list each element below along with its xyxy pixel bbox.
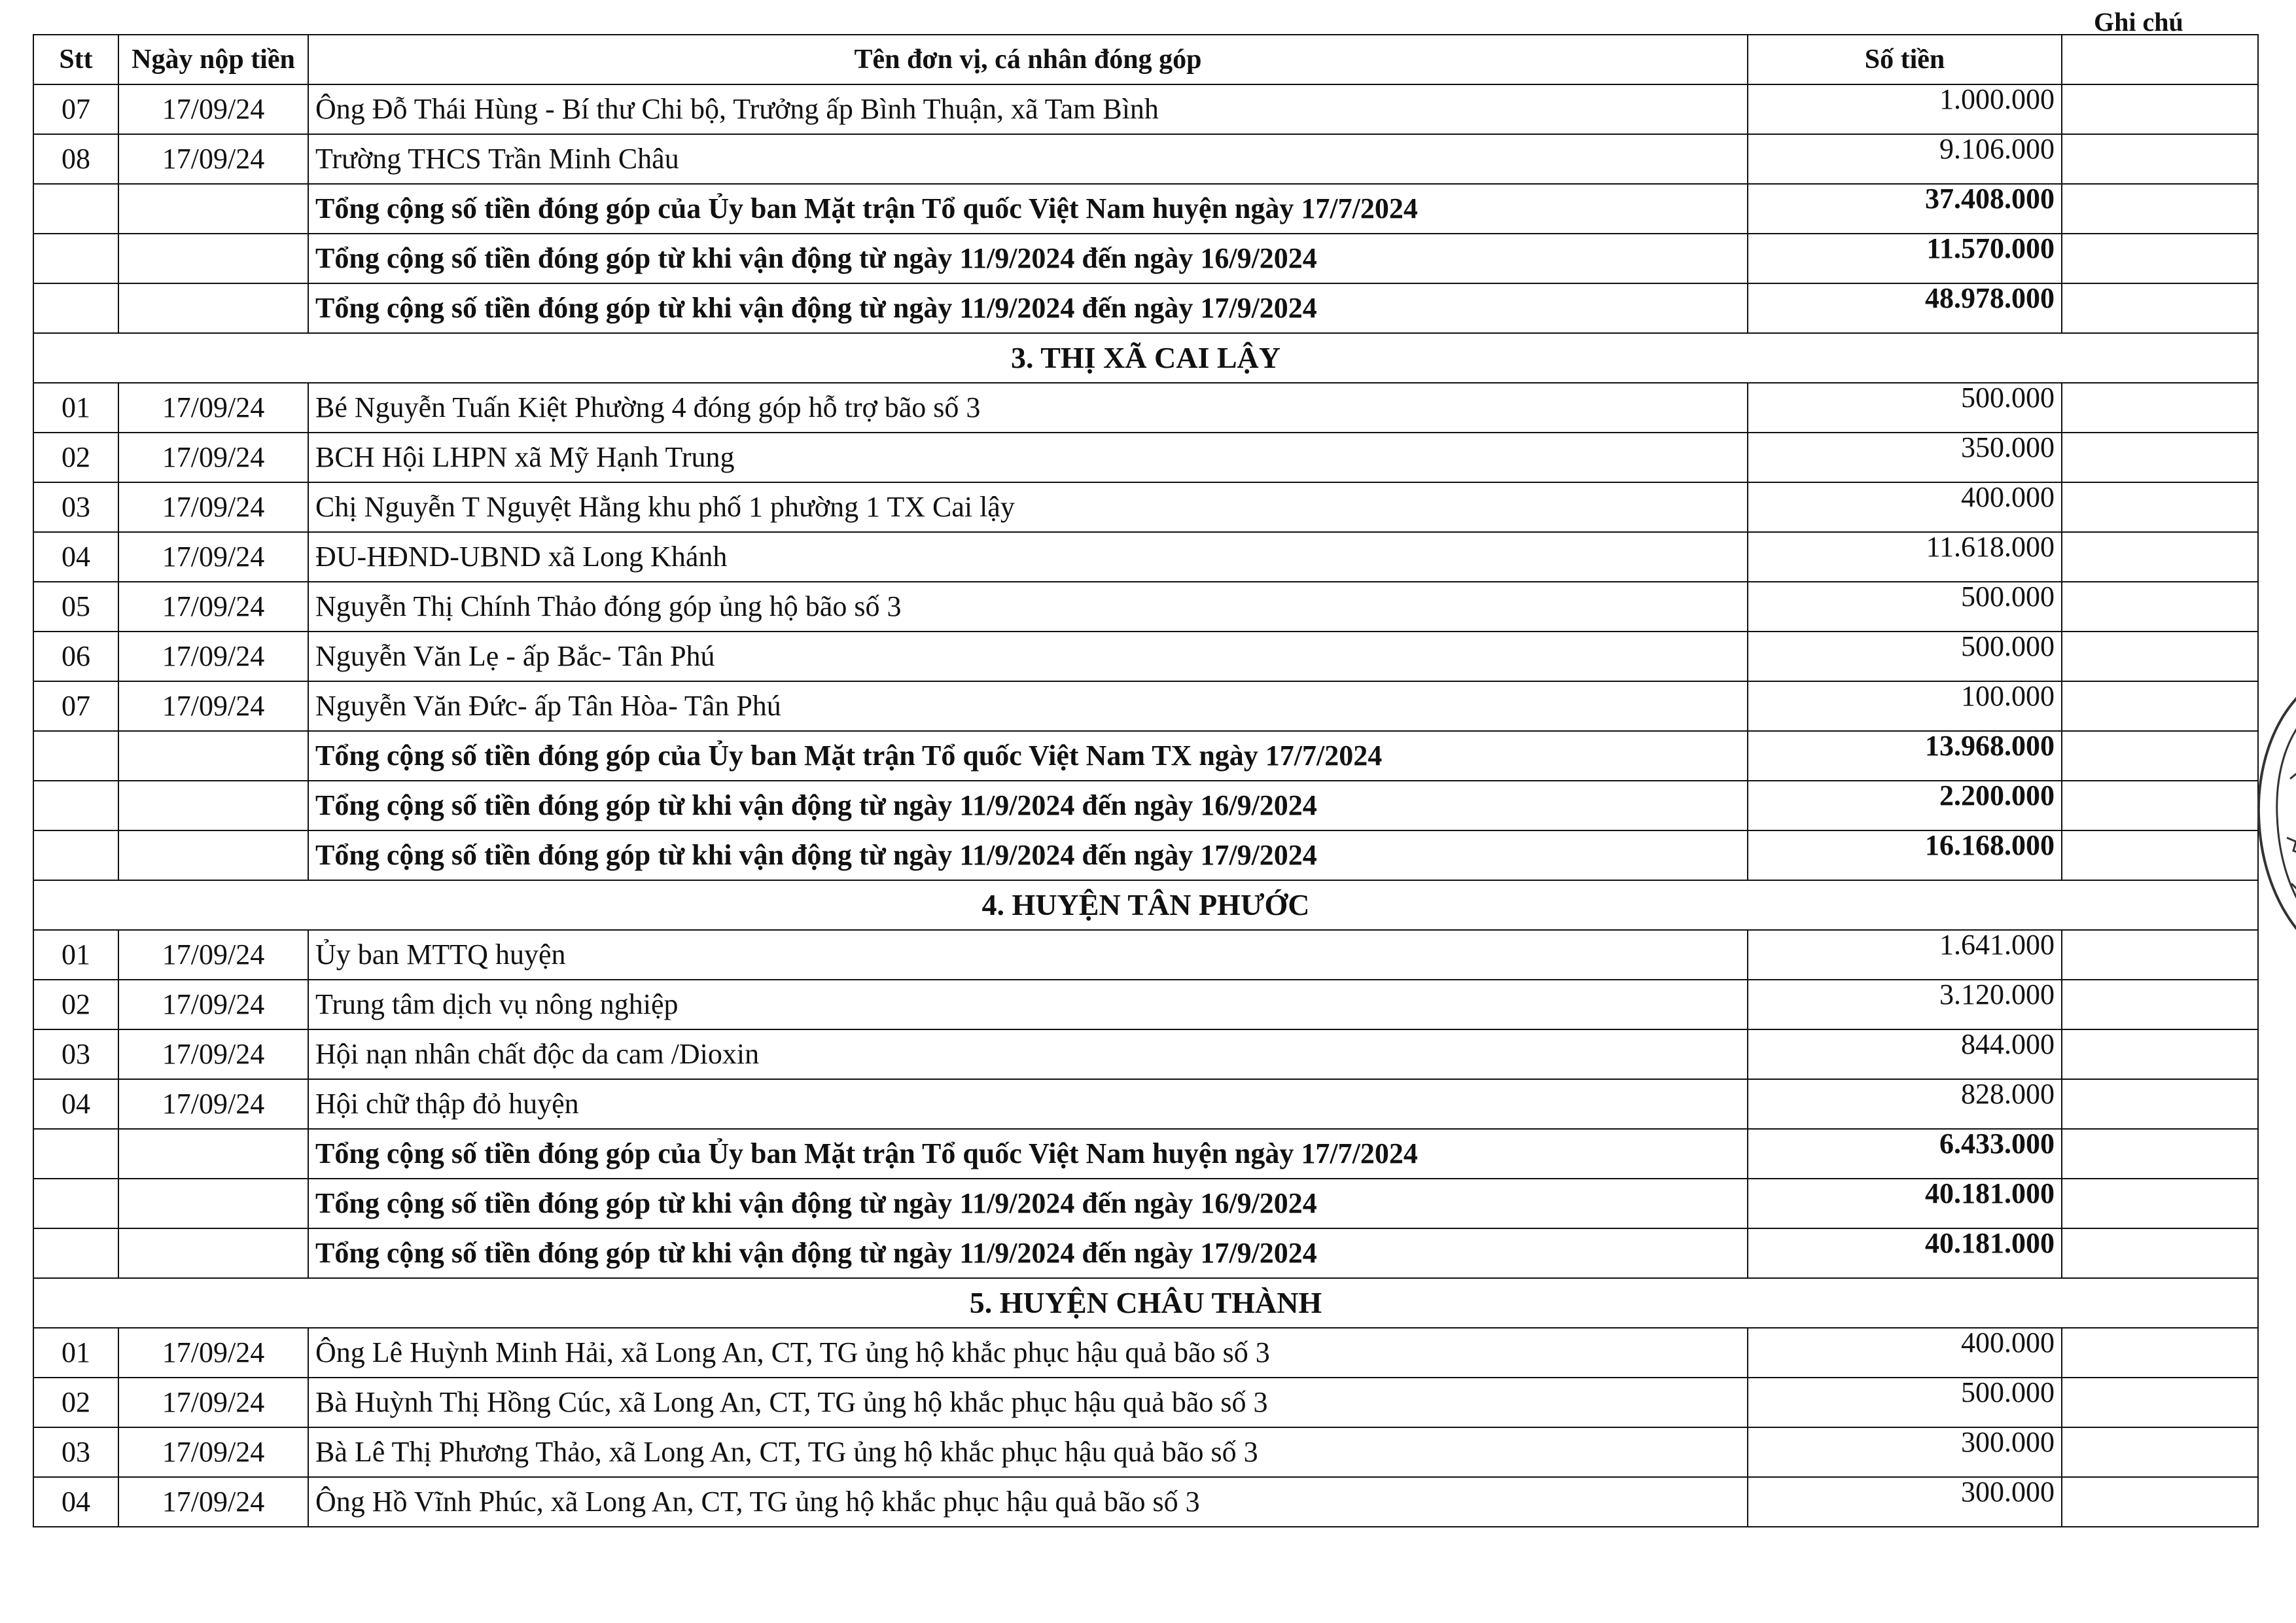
contributor-name-cell: Ủy ban MTTQ huyện xyxy=(308,930,1748,980)
contributor-name-cell: Bé Nguyễn Tuấn Kiệt Phường 4 đóng góp hỗ trợ bão số 3 xyxy=(308,383,1748,433)
stt-cell: 04 xyxy=(33,1079,118,1129)
contributor-name-cell: BCH Hội LHPN xã Mỹ Hạnh Trung xyxy=(308,433,1748,482)
table-row xyxy=(33,681,2258,731)
date-cell: 17/09/24 xyxy=(118,1029,308,1079)
stt-cell xyxy=(33,283,118,333)
contributor-name-cell: ĐU-HĐND-UBND xã Long Khánh xyxy=(308,532,1748,582)
stt-cell: 02 xyxy=(33,980,118,1029)
table-row xyxy=(33,532,2258,582)
section-heading-row xyxy=(33,880,2258,930)
amount-cell: 1.641.000 xyxy=(1748,930,2062,980)
header-name: Tên đơn vị, cá nhân đóng góp xyxy=(308,35,1748,84)
notes-cell xyxy=(2062,184,2258,234)
header-notes xyxy=(2062,35,2258,84)
date-cell xyxy=(118,184,308,234)
total-row xyxy=(33,283,2258,333)
contributor-name-cell: Bà Lê Thị Phương Thảo, xã Long An, CT, TG ủng hộ khắc phục hậu quả bão số 3 xyxy=(308,1427,1748,1477)
date-cell: 17/09/24 xyxy=(118,84,308,134)
stt-cell: 03 xyxy=(33,1427,118,1477)
table-row xyxy=(33,930,2258,980)
amount-cell: 828.000 xyxy=(1748,1079,2062,1129)
date-cell: 17/09/24 xyxy=(118,1427,308,1477)
date-cell: 17/09/24 xyxy=(118,632,308,681)
total-amount-cell: 11.570.000 xyxy=(1748,234,2062,283)
stt-cell: 02 xyxy=(33,1378,118,1427)
amount-cell: 300.000 xyxy=(1748,1477,2062,1527)
total-row xyxy=(33,234,2258,283)
notes-cell xyxy=(2062,1427,2258,1477)
stt-cell: 01 xyxy=(33,930,118,980)
date-cell xyxy=(118,1129,308,1179)
notes-cell xyxy=(2062,1079,2258,1129)
date-cell xyxy=(118,234,308,283)
notes-cell xyxy=(2062,1029,2258,1079)
total-row xyxy=(33,184,2258,234)
table-row xyxy=(33,1427,2258,1477)
amount-cell: 844.000 xyxy=(1748,1029,2062,1079)
date-cell: 17/09/24 xyxy=(118,1477,308,1527)
stt-cell: 01 xyxy=(33,383,118,433)
section-heading-row xyxy=(33,1278,2258,1328)
stt-cell: 08 xyxy=(33,134,118,184)
table-row xyxy=(33,383,2258,433)
amount-cell: 500.000 xyxy=(1748,632,2062,681)
total-label-cell: Tổng cộng số tiền đóng góp của Ủy ban Mặt trận Tổ quốc Việt Nam huyện ngày 17/7/2024 xyxy=(308,184,1748,234)
total-row xyxy=(33,781,2258,830)
total-label-cell: Tổng cộng số tiền đóng góp của Ủy ban Mặt trận Tổ quốc Việt Nam huyện ngày 17/7/2024 xyxy=(308,1129,1748,1179)
date-cell xyxy=(118,283,308,333)
total-amount-cell: 37.408.000 xyxy=(1748,184,2062,234)
contributor-name-cell: Nguyễn Thị Chính Thảo đóng góp ủng hộ bão số 3 xyxy=(308,582,1748,632)
amount-cell: 300.000 xyxy=(1748,1427,2062,1477)
amount-cell: 350.000 xyxy=(1748,433,2062,482)
header-date: Ngày nộp tiền xyxy=(118,35,308,84)
table-row xyxy=(33,582,2258,632)
amount-cell: 500.000 xyxy=(1748,383,2062,433)
total-amount-cell: 2.200.000 xyxy=(1748,781,2062,830)
notes-cell xyxy=(2062,980,2258,1029)
total-amount-cell: 13.968.000 xyxy=(1748,731,2062,781)
notes-cell xyxy=(2062,234,2258,283)
stt-cell: 03 xyxy=(33,1029,118,1079)
contributor-name-cell: Nguyễn Văn Đức- ấp Tân Hòa- Tân Phú xyxy=(308,681,1748,731)
donation-table xyxy=(33,34,2259,1527)
header-stt: Stt xyxy=(33,35,118,84)
date-cell: 17/09/24 xyxy=(118,930,308,980)
total-label-cell: Tổng cộng số tiền đóng góp từ khi vận động từ ngày 11/9/2024 đến ngày 17/9/2024 xyxy=(308,283,1748,333)
contributor-name-cell: Ông Hồ Vĩnh Phúc, xã Long An, CT, TG ủng hộ khắc phục hậu quả bão số 3 xyxy=(308,1477,1748,1527)
amount-cell: 1.000.000 xyxy=(1748,84,2062,134)
notes-cell xyxy=(2062,283,2258,333)
official-stamp-fragment xyxy=(2251,674,2296,955)
stt-cell xyxy=(33,830,118,880)
section-title: 5. HUYỆN CHÂU THÀNH xyxy=(33,1278,2258,1328)
total-label-cell: Tổng cộng số tiền đóng góp của Ủy ban Mặt trận Tổ quốc Việt Nam TX ngày 17/7/2024 xyxy=(308,731,1748,781)
stt-cell xyxy=(33,1129,118,1179)
date-cell xyxy=(118,1179,308,1228)
stt-cell: 02 xyxy=(33,433,118,482)
total-amount-cell: 48.978.000 xyxy=(1748,283,2062,333)
notes-cell xyxy=(2062,1328,2258,1378)
date-cell: 17/09/24 xyxy=(118,681,308,731)
total-amount-cell: 40.181.000 xyxy=(1748,1179,2062,1228)
notes-cell xyxy=(2062,134,2258,184)
notes-cell xyxy=(2062,830,2258,880)
date-cell xyxy=(118,1228,308,1278)
table-header-row xyxy=(33,35,2258,84)
notes-column-header: Ghi chú xyxy=(2094,7,2183,37)
notes-cell xyxy=(2062,632,2258,681)
date-cell xyxy=(118,731,308,781)
total-label-cell: Tổng cộng số tiền đóng góp từ khi vận động từ ngày 11/9/2024 đến ngày 16/9/2024 xyxy=(308,1179,1748,1228)
notes-cell xyxy=(2062,383,2258,433)
total-row xyxy=(33,830,2258,880)
total-label-cell: Tổng cộng số tiền đóng góp từ khi vận động từ ngày 11/9/2024 đến ngày 17/9/2024 xyxy=(308,830,1748,880)
date-cell: 17/09/24 xyxy=(118,980,308,1029)
date-cell: 17/09/24 xyxy=(118,1378,308,1427)
amount-cell: 400.000 xyxy=(1748,482,2062,532)
date-cell: 17/09/24 xyxy=(118,383,308,433)
table-row xyxy=(33,632,2258,681)
total-row xyxy=(33,1179,2258,1228)
date-cell xyxy=(118,781,308,830)
total-label-cell: Tổng cộng số tiền đóng góp từ khi vận động từ ngày 11/9/2024 đến ngày 16/9/2024 xyxy=(308,234,1748,283)
amount-cell: 100.000 xyxy=(1748,681,2062,731)
amount-cell: 500.000 xyxy=(1748,1378,2062,1427)
total-row xyxy=(33,731,2258,781)
notes-cell xyxy=(2062,1179,2258,1228)
notes-cell xyxy=(2062,1129,2258,1179)
stt-cell xyxy=(33,1179,118,1228)
contributor-name-cell: Bà Huỳnh Thị Hồng Cúc, xã Long An, CT, TG ủng hộ khắc phục hậu quả bão số 3 xyxy=(308,1378,1748,1427)
contributor-name-cell: Hội chữ thập đỏ huyện xyxy=(308,1079,1748,1129)
date-cell xyxy=(118,830,308,880)
amount-cell: 400.000 xyxy=(1748,1328,2062,1378)
total-amount-cell: 16.168.000 xyxy=(1748,830,2062,880)
amount-cell: 3.120.000 xyxy=(1748,980,2062,1029)
stt-cell: 04 xyxy=(33,1477,118,1527)
stt-cell xyxy=(33,731,118,781)
amount-cell: 11.618.000 xyxy=(1748,532,2062,582)
contributor-name-cell: Ông Lê Huỳnh Minh Hải, xã Long An, CT, TG ủng hộ khắc phục hậu quả bão số 3 xyxy=(308,1328,1748,1378)
table-row xyxy=(33,980,2258,1029)
stt-cell: 04 xyxy=(33,532,118,582)
table-row xyxy=(33,84,2258,134)
notes-cell xyxy=(2062,582,2258,632)
date-cell: 17/09/24 xyxy=(118,482,308,532)
table-body xyxy=(33,84,2258,1527)
date-cell: 17/09/24 xyxy=(118,532,308,582)
contributor-name-cell: Trường THCS Trần Minh Châu xyxy=(308,134,1748,184)
stt-cell: 07 xyxy=(33,681,118,731)
contributor-name-cell: Chị Nguyễn T Nguyệt Hằng khu phố 1 phường 1 TX Cai lậy xyxy=(308,482,1748,532)
notes-cell xyxy=(2062,482,2258,532)
date-cell: 17/09/24 xyxy=(118,134,308,184)
notes-cell xyxy=(2062,1228,2258,1278)
notes-cell xyxy=(2062,1477,2258,1527)
notes-cell xyxy=(2062,731,2258,781)
stt-cell: 07 xyxy=(33,84,118,134)
contributor-name-cell: Nguyễn Văn Lẹ - ấp Bắc- Tân Phú xyxy=(308,632,1748,681)
date-cell: 17/09/24 xyxy=(118,582,308,632)
notes-cell xyxy=(2062,433,2258,482)
stt-cell: 03 xyxy=(33,482,118,532)
stt-cell xyxy=(33,184,118,234)
stt-cell: 06 xyxy=(33,632,118,681)
date-cell: 17/09/24 xyxy=(118,433,308,482)
table-row xyxy=(33,1029,2258,1079)
stt-cell xyxy=(33,1228,118,1278)
table-row xyxy=(33,1378,2258,1427)
notes-cell xyxy=(2062,84,2258,134)
total-label-cell: Tổng cộng số tiền đóng góp từ khi vận động từ ngày 11/9/2024 đến ngày 17/9/2024 xyxy=(308,1228,1748,1278)
total-row xyxy=(33,1129,2258,1179)
stt-cell xyxy=(33,781,118,830)
notes-cell xyxy=(2062,930,2258,980)
table-row xyxy=(33,134,2258,184)
table-row xyxy=(33,1079,2258,1129)
date-cell: 17/09/24 xyxy=(118,1079,308,1129)
table-row xyxy=(33,482,2258,532)
total-row xyxy=(33,1228,2258,1278)
table-row xyxy=(33,433,2258,482)
total-amount-cell: 40.181.000 xyxy=(1748,1228,2062,1278)
notes-cell xyxy=(2062,1378,2258,1427)
notes-cell xyxy=(2062,532,2258,582)
stt-cell xyxy=(33,234,118,283)
header-amount: Số tiền xyxy=(1748,35,2062,84)
table-row xyxy=(33,1477,2258,1527)
contributor-name-cell: Hội nạn nhân chất độc da cam /Dioxin xyxy=(308,1029,1748,1079)
section-title: 4. HUYỆN TÂN PHƯỚC xyxy=(33,880,2258,930)
section-title: 3. THỊ XÃ CAI LẬY xyxy=(33,333,2258,383)
contributor-name-cell: Trung tâm dịch vụ nông nghiệp xyxy=(308,980,1748,1029)
total-amount-cell: 6.433.000 xyxy=(1748,1129,2062,1179)
table-row xyxy=(33,1328,2258,1378)
notes-cell xyxy=(2062,781,2258,830)
contributor-name-cell: Ông Đỗ Thái Hùng - Bí thư Chi bộ, Trưởng ấp Bình Thuận, xã Tam Bình xyxy=(308,84,1748,134)
total-label-cell: Tổng cộng số tiền đóng góp từ khi vận động từ ngày 11/9/2024 đến ngày 16/9/2024 xyxy=(308,781,1748,830)
stt-cell: 05 xyxy=(33,582,118,632)
section-heading-row xyxy=(33,333,2258,383)
stt-cell: 01 xyxy=(33,1328,118,1378)
date-cell: 17/09/24 xyxy=(118,1328,308,1378)
amount-cell: 500.000 xyxy=(1748,582,2062,632)
amount-cell: 9.106.000 xyxy=(1748,134,2062,184)
notes-cell xyxy=(2062,681,2258,731)
